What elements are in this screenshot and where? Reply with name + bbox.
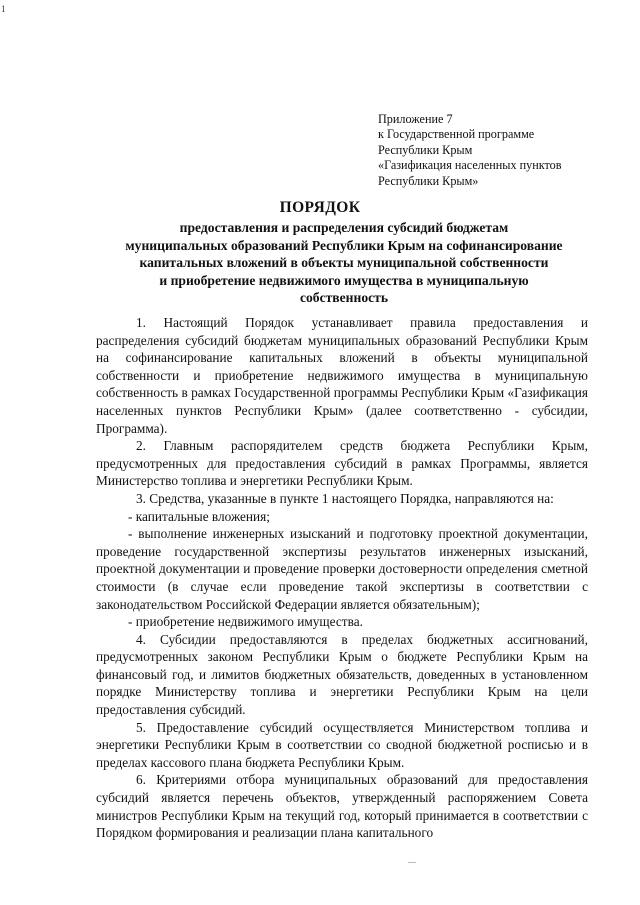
subtitle-line: предоставления и распределения субсидий бюджетам [179, 220, 509, 235]
appendix-line: Приложение 7 [378, 112, 453, 126]
appendix-line: Республики Крым» [378, 173, 479, 188]
paragraph-5: 5. Предоставление субсидий осуществляется Министерством топлива и энергетики Республики Крым в соответствии со сводной бюджетной росписью и в пределах кассового плана бюджета Республики Крым. [96, 719, 588, 770]
paragraph-1: 1. Настоящий Порядок устанавливает правила предоставления и распределения субсидий бюджетам муниципальных образований Республики Крым на софинансирование капитальных вложений в объекты муниципальной собственности и приобретение недвижимого имущества в муниципальную собственность в рамках Государственной программы Республики Крым «Газификация населенных пунктов Республики Крым» (далее соответственно - субсидии, Программа). [96, 315, 588, 436]
appendix-line: к Государственной программе [378, 127, 535, 142]
paragraph-4: 4. Субсидии предоставляются в пределах бюджетных ассигнований, предусмотренных законом Республики Крым о бюджете Республики Крым на финансовый год, и лимитов бюджетных обязательств, доведенных в установленном порядке Министерству топлива и энергетики Республики Крым на цели предоставления субсидий. [96, 631, 588, 718]
paragraph-6: 6. Критериями отбора муниципальных образований для предоставления субсидий является перечень объектов, утвержденный распоряжением Совета министров Республики Крым на текущий год, который принимается в соответствии с Порядком формирования и реализации плана капитального [96, 772, 588, 841]
corner-mark: 1 [1, 4, 6, 14]
list-item-real-estate: - приобретение недвижимого имущества. [128, 614, 363, 630]
paragraph-3: 3. Средства, указанные в пункте 1 настоящего Порядка, направляются на: [136, 490, 554, 506]
list-item-capital-investments: - капитальные вложения; [128, 508, 270, 524]
subtitle-line: собственность [299, 290, 389, 306]
appendix-line: «Газификация населенных пунктов [378, 158, 562, 173]
document-subtitle [100, 219, 588, 307]
scan-artifact [408, 862, 416, 863]
paragraph-2: 2. Главным распорядителем средств бюджета Республики Крым, предусмотренных для предоставления субсидий в рамках Программы, является Министерство топлива и энергетики Республики Крым. [96, 438, 588, 489]
document-body [96, 314, 588, 842]
subtitle-line: и приобретение недвижимого имущества в муниципальную [159, 272, 529, 288]
appendix-line: Республики Крым [378, 142, 473, 157]
document-title: ПОРЯДОК [279, 199, 361, 216]
appendix-block [378, 112, 618, 189]
list-item-engineering-surveys: - выполнение инженерных изысканий и подготовку проектной документации, проведение государственной экспертизы результатов инженерных изысканий, проектной документации и проведение проверки достоверности определения сметной стоимости (в случае если проведение такой экспертизы в соответствии с законодательством Российской Федерации является обязательным); [96, 526, 588, 612]
subtitle-line: капитальных вложений в объекты муниципальной собственности [139, 255, 549, 271]
subtitle-line: муниципальных образований Республики Крым на софинансирование [125, 237, 563, 253]
